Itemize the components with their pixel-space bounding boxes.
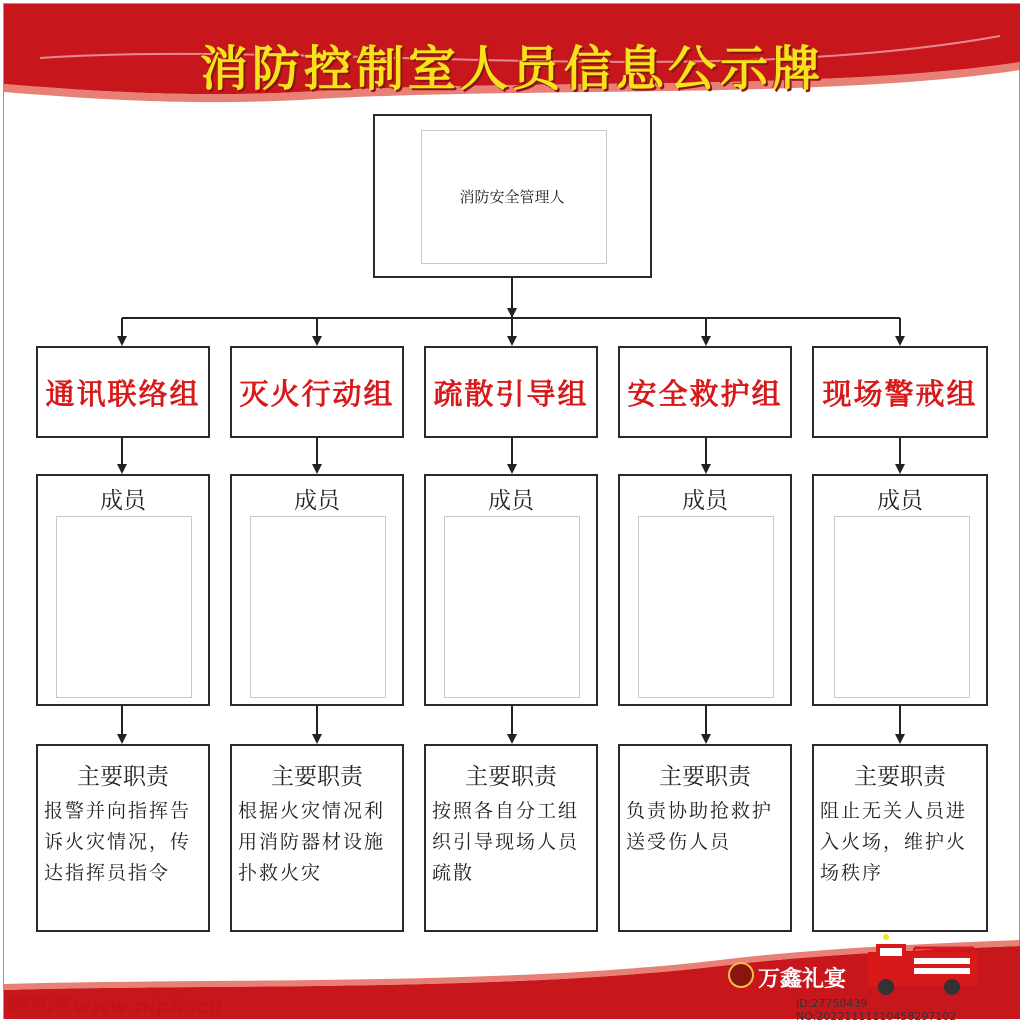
- arrowhead: [895, 336, 905, 346]
- arrowhead: [895, 734, 905, 744]
- arrowhead: [507, 734, 517, 744]
- member-photo-frame: [638, 516, 774, 698]
- group-box-evacuation: [424, 346, 598, 438]
- arrowhead: [701, 464, 711, 474]
- duty-box-guard: [812, 744, 988, 932]
- members-label: 成员: [488, 488, 534, 514]
- duty-box-firefight: [230, 744, 404, 932]
- duty-title: 主要职责: [77, 764, 169, 790]
- arrowhead: [895, 464, 905, 474]
- duty-title: 主要职责: [271, 764, 363, 790]
- group-box-rescue: [618, 346, 792, 438]
- arrowhead: [117, 336, 127, 346]
- group-name: 疏散引导组: [433, 376, 589, 411]
- group-name: 现场警戒组: [822, 376, 978, 411]
- duty-title: 主要职责: [659, 764, 751, 790]
- duty-title: 主要职责: [465, 764, 557, 790]
- members-label: 成员: [294, 488, 340, 514]
- group-box-comms: [36, 346, 210, 438]
- duty-text: 负责协助抢救护送受伤人员: [626, 800, 774, 853]
- arrowhead: [701, 734, 711, 744]
- members-label: 成员: [682, 488, 728, 514]
- duty-text: 阻止无关人员进入火场，维护火场秩序: [820, 800, 968, 884]
- watermark: 昵享网 www.nipic.cn: [6, 994, 223, 1018]
- member-photo-frame: [56, 516, 192, 698]
- arrowhead: [507, 336, 517, 346]
- duty-title: 主要职责: [854, 764, 946, 790]
- arrowhead: [117, 734, 127, 744]
- group-name: 安全救护组: [627, 376, 783, 411]
- group-box-guard: [812, 346, 988, 438]
- arrowhead: [312, 464, 322, 474]
- arrowhead: [312, 734, 322, 744]
- arrowhead: [117, 464, 127, 474]
- brand-name: 万鑫礼宴: [758, 967, 847, 992]
- members-box-evacuation: [424, 474, 598, 706]
- members-label: 成员: [100, 488, 146, 514]
- duty-text: 报警并向指挥告诉火灾情况，传达指挥员指令: [44, 800, 192, 884]
- members-label: 成员: [877, 488, 923, 514]
- arrowhead: [507, 464, 517, 474]
- duty-box-evacuation: [424, 744, 598, 932]
- members-box-guard: [812, 474, 988, 706]
- duty-box-rescue: [618, 744, 792, 932]
- brand-seal-icon: [728, 962, 754, 988]
- members-box-firefight: [230, 474, 404, 706]
- arrowhead: [312, 336, 322, 346]
- group-name: 灭火行动组: [239, 376, 395, 411]
- member-photo-frame: [444, 516, 580, 698]
- member-photo-frame: [250, 516, 386, 698]
- duty-text: 根据火灾情况利用消防器材设施扑救火灾: [238, 800, 386, 884]
- member-photo-frame: [834, 516, 970, 698]
- members-box-rescue: [618, 474, 792, 706]
- image-id: ID:27750439 NO:20221111110458297102: [796, 997, 957, 1023]
- arrowhead: [507, 308, 517, 318]
- board-title: 消防控制室人员信息公示牌: [199, 41, 824, 97]
- duty-text: 按照各自分工组织引导现场人员疏散: [432, 800, 580, 884]
- group-box-firefight: [230, 346, 404, 438]
- duty-box-comms: [36, 744, 210, 932]
- arrowhead: [701, 336, 711, 346]
- manager-label: 消防安全管理人: [459, 188, 565, 206]
- members-box-comms: [36, 474, 210, 706]
- group-name: 通讯联络组: [45, 376, 201, 411]
